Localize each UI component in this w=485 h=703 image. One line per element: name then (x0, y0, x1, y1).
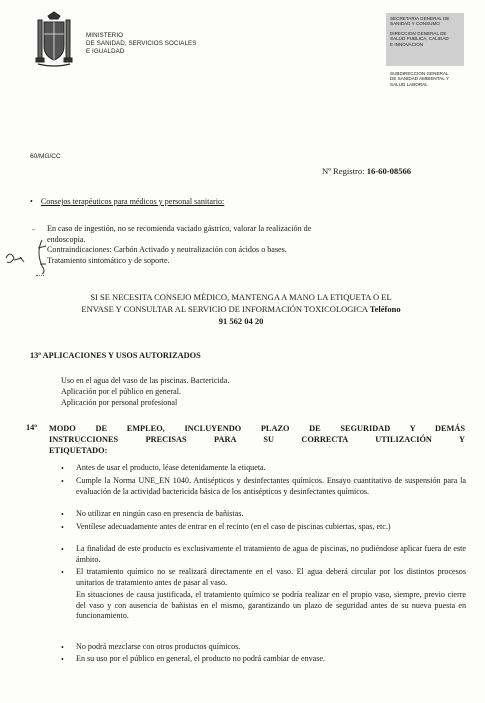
consejo-medico-line1: SI SE NECESITA CONSEJO MÉDICO, MANTENGA A MANO LA ETIQUETA O EL (90, 292, 392, 302)
box-line: SANIDAD Y CONSUMO (390, 21, 440, 27)
box-line: SALUD PUBLICA, CALIDAD (390, 36, 449, 42)
section14-title-line: MODO DE EMPLEO, INCLUYENDO PLAZO DE SEGURIDAD Y DEMÁS (49, 424, 465, 433)
section14-number: 14º (26, 423, 38, 432)
section14-item: Antes de usar el producto, léase detenidamente la etiqueta. (76, 463, 266, 472)
bullet-icon: • (61, 477, 64, 486)
subdirection (390, 71, 449, 87)
consejo-medico-line2 (14, 304, 468, 315)
consejos-item: En caso de ingestión, no se recomienda vaciado gástrico, valorar la realización de (47, 224, 312, 233)
box-line: DIRECCION GENERAL DE (390, 30, 447, 36)
section14-item: Cumple la Norma UNE_EN 1040. Antisépticos y desinfectantes químicos. Ensayo cuantitativo de suspensión para la evaluación de la actividad bactericida básica de los antisépticos y desinfectantes químicos. (76, 476, 466, 496)
ministry-name (86, 32, 197, 56)
section14-item: En situaciones de causa justificada, el tratamiento químico se podría realizar en el propio vaso, siempre, previo cierre del vaso y con ausencia de bañistas en el mismo, garantizando un plazo de seguridad antes de su nueva puesta en funcionamiento. (76, 590, 466, 620)
handwritten-mark-icon (2, 236, 48, 276)
bullet-icon: • (61, 568, 64, 577)
bullet-icon: • (61, 510, 64, 519)
subdirection-line: SALUD LABORAL (390, 81, 428, 87)
consejos-heading (30, 197, 224, 208)
section14-item: La finalidad de este producto es exclusivamente el tratamiento de agua de piscinas, no pudiéndose aplicar fuera de este ámbito. (76, 544, 466, 564)
registro-label: Nº Registro: (322, 166, 365, 176)
bullet-icon: • (61, 655, 64, 664)
dotted-mark (36, 275, 44, 280)
section14-title-line: INSTRUCCIONES PRECISAS PARA SU CORRECTA UTILIZACIÓN Y (49, 435, 465, 444)
consejo-medico-text: ENVASE Y CONSULTAR AL SERVICIO DE INFORMACIÓN TOXICOLOGICA (81, 304, 368, 314)
consejos-item: Contraindicaciones: Carbón Activado y neutralización con ácidos o bases. (47, 245, 287, 254)
bullet-icon: • (61, 464, 64, 473)
consejos-item: Tratamiento sintomático y de soporte. (47, 255, 170, 265)
section14-item: No podrá mezclarse con otros productos químicos. (76, 642, 241, 651)
section13-item: Aplicación por el público en general. (61, 387, 182, 396)
registro-value: 16-60-08566 (366, 166, 412, 176)
section13-item: Aplicación por personal profesional (61, 398, 178, 407)
ministry-line: E IGUALDAD (86, 48, 125, 55)
subdirection-line: DE SANIDAD AMBIENTAL Y (390, 76, 449, 82)
box-line: E INNOVACION (390, 41, 424, 47)
subdirection-line: SUBDIRECCION GENERAL (390, 71, 449, 76)
section14-title-line: ETIQUETADO: (49, 446, 108, 455)
bullet-icon: • (61, 545, 64, 554)
section14-item: No utilizar en ningún caso en presencia de bañistas. (76, 509, 244, 518)
bullet-icon: • (61, 523, 64, 532)
document-reference: 60/MG/CC (30, 153, 61, 160)
section14-item: Ventílese adecuadamente antes de entrar en el recinto (en el caso de piscinas cubiertas, spas, etc.) (76, 522, 391, 531)
ministry-line: MINISTERIO (86, 32, 124, 39)
ministry-line: DE SANIDAD, SERVICIOS SOCIALES (86, 40, 197, 47)
section14-title (49, 423, 465, 456)
phone-number: 91 562 04 20 (218, 316, 264, 326)
registro-number (322, 166, 411, 176)
coat-of-arms-logo (34, 10, 74, 70)
bullet-icon: • (30, 197, 33, 206)
section14-item: El tratamiento químico no se realizará directamente en el vaso. El agua deberá circular por los distintos procesos unitarios de tratamiento antes de pasar al vaso. (76, 567, 466, 587)
consejos-title: Consejos terapéuticos para médicos y personal sanitario: (40, 197, 225, 206)
box-line: SECRETARIA GENERAL DE (390, 16, 450, 21)
bullet-icon: • (61, 643, 64, 652)
section13-title: 13º APLICACIONES Y USOS AUTORIZADOS (30, 351, 201, 360)
telefono-label: Teléfono (369, 304, 401, 314)
section13-item: Uso en el agua del vaso de las piscinas. Bactericida. (61, 376, 230, 385)
department-box (386, 13, 464, 66)
consejos-item: endoscopia. (47, 234, 86, 244)
dash-mark: - (32, 224, 35, 234)
section14-item: En su uso por el público en general, el producto no podrá cambiar de envase. (76, 654, 326, 663)
